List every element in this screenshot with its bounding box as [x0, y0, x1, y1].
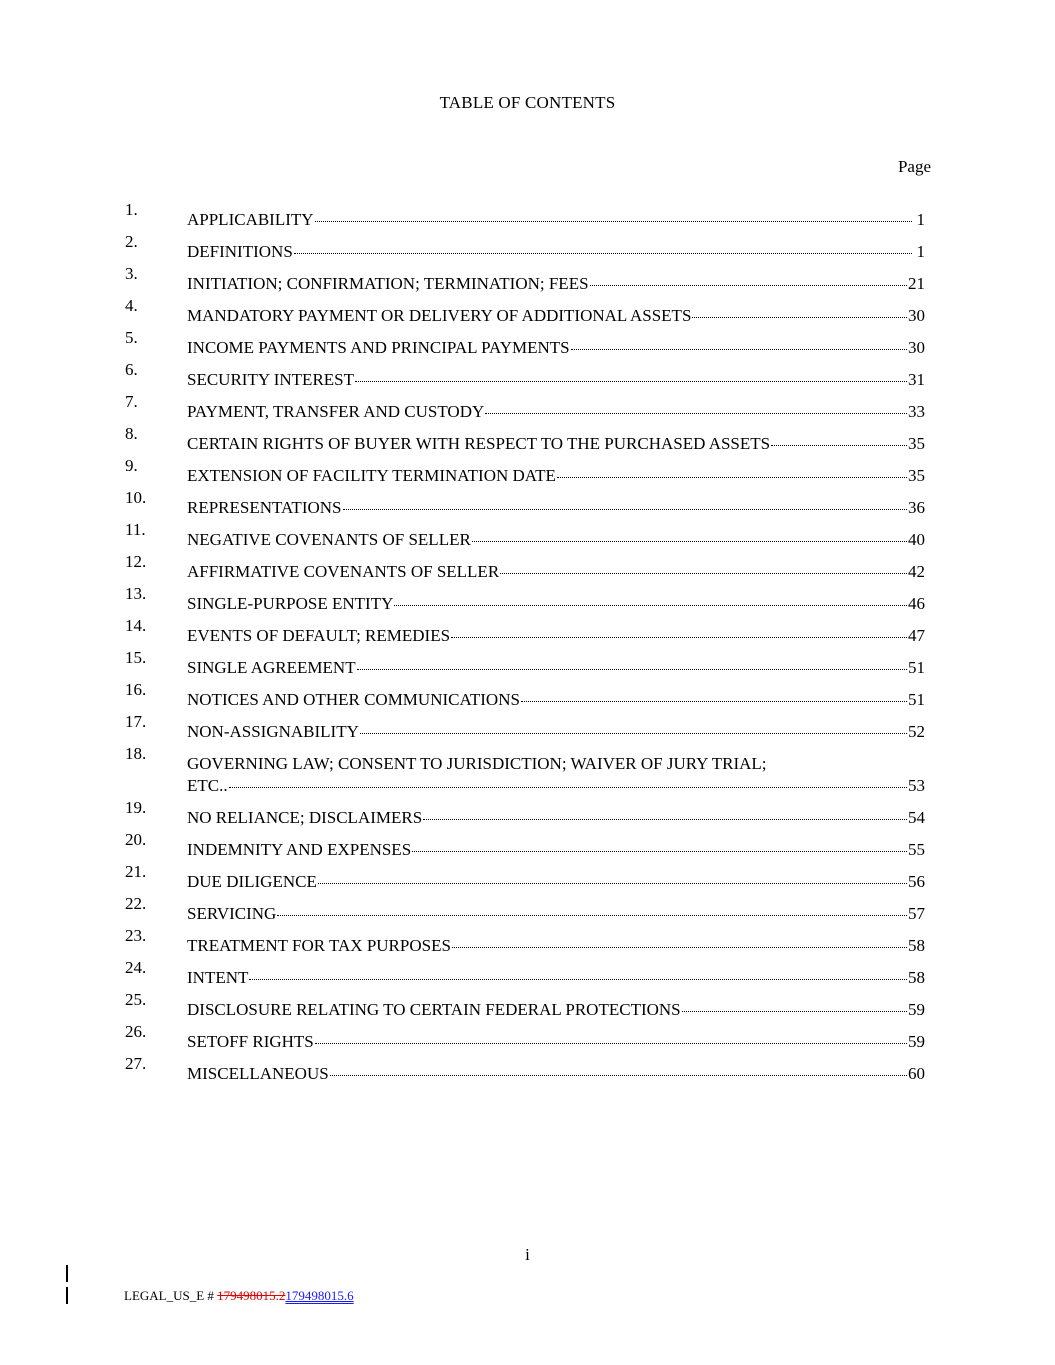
toc-entry-title: EXTENSION OF FACILITY TERMINATION DATE — [187, 466, 556, 485]
dot-leader — [277, 915, 907, 916]
change-bar — [66, 1287, 68, 1304]
toc-entry-title: INDEMNITY AND EXPENSES — [187, 840, 412, 859]
change-bar — [66, 1265, 68, 1282]
doc-id-inserted: 179498015.6 — [285, 1288, 354, 1303]
toc-entry[interactable] — [125, 231, 925, 263]
document-id — [124, 1288, 354, 1304]
dot-leader — [692, 317, 907, 318]
dot-leader — [357, 669, 907, 670]
toc-entry-page: 58 — [908, 936, 925, 955]
toc-entry[interactable] — [125, 797, 925, 829]
toc-entry-title: APPLICABILITY — [187, 210, 314, 229]
page-column-header: Page — [897, 157, 931, 176]
toc-entry[interactable] — [125, 583, 925, 615]
toc-entry-number: 7. — [125, 392, 138, 411]
toc-entry-number: 27. — [125, 1054, 147, 1073]
dot-leader — [423, 819, 907, 820]
dot-leader — [294, 253, 912, 254]
toc-entry[interactable] — [125, 391, 925, 423]
toc-entry-number: 15. — [125, 648, 147, 667]
toc-entry-number: 14. — [125, 616, 147, 635]
toc-entry-title: DUE DILIGENCE — [187, 872, 317, 891]
dot-leader — [590, 285, 907, 286]
toc-entry-number: 25. — [125, 990, 147, 1009]
dot-leader — [229, 787, 907, 788]
toc-entry-number: 26. — [125, 1022, 147, 1041]
toc-entry-page: 52 — [908, 722, 925, 741]
toc-entry[interactable] — [125, 615, 925, 647]
toc-entry[interactable] — [125, 519, 925, 551]
toc-entry[interactable] — [125, 647, 925, 679]
toc-entry-title: SINGLE-PURPOSE ENTITY — [187, 594, 394, 613]
toc-entry-number: 2. — [125, 232, 138, 251]
dot-leader — [571, 349, 907, 350]
toc-entry-number: 13. — [125, 584, 147, 603]
dot-leader — [452, 947, 907, 948]
toc-entry-title: SERVICING — [187, 904, 277, 923]
toc-entry-page: 54 — [908, 808, 925, 827]
toc-entry[interactable] — [125, 1053, 925, 1085]
toc-entry-number: 17. — [125, 712, 147, 731]
dot-leader — [315, 1043, 907, 1044]
toc-entry-number: 8. — [125, 424, 138, 443]
toc-entry[interactable] — [125, 711, 925, 743]
toc-entry[interactable] — [125, 327, 925, 359]
toc-entry-page: 31 — [908, 370, 925, 389]
toc-entry-title: EVENTS OF DEFAULT; REMEDIES — [187, 626, 451, 645]
toc-entry-page: 33 — [908, 402, 925, 421]
dot-leader — [557, 477, 907, 478]
dot-leader — [682, 1011, 907, 1012]
doc-id-deleted: 179498015.2 — [217, 1288, 286, 1303]
toc-entry-number: 3. — [125, 264, 138, 283]
toc-entry-page: 57 — [908, 904, 925, 923]
toc-entry-number: 4. — [125, 296, 138, 315]
toc-entry-number: 16. — [125, 680, 147, 699]
dot-leader — [360, 733, 907, 734]
toc-entry[interactable] — [125, 455, 925, 487]
toc-entry-title: TREATMENT FOR TAX PURPOSES — [187, 936, 451, 955]
toc-entry-page: 51 — [908, 690, 925, 709]
toc-list — [125, 199, 925, 1085]
toc-entry[interactable] — [125, 861, 925, 893]
toc-entry-number: 5. — [125, 328, 138, 347]
toc-entry-page: 21 — [908, 274, 925, 293]
toc-entry-title: SINGLE AGREEMENT — [187, 658, 356, 677]
toc-entry-page: 36 — [908, 498, 925, 517]
dot-leader — [249, 979, 907, 980]
toc-entry-page: 35 — [908, 466, 925, 485]
toc-entry-title: INCOME PAYMENTS AND PRINCIPAL PAYMENTS — [187, 338, 570, 357]
toc-entry-page: 55 — [908, 840, 925, 859]
toc-entry-title: DEFINITIONS — [187, 242, 293, 261]
toc-entry-page: 1 — [916, 242, 925, 261]
toc-entry-title: NOTICES AND OTHER COMMUNICATIONS — [187, 690, 520, 709]
toc-entry-title: DISCLOSURE RELATING TO CERTAIN FEDERAL PROTECTIONS — [187, 1000, 681, 1019]
toc-entry-title: INTENT — [187, 968, 249, 987]
toc-entry-number: 18. — [125, 744, 147, 763]
toc-entry-title: SETOFF RIGHTS — [187, 1032, 314, 1051]
toc-entry-title: ETC.. — [187, 776, 228, 795]
toc-entry-title: PAYMENT, TRANSFER AND CUSTODY — [187, 402, 485, 421]
toc-entry-page: 40 — [908, 530, 925, 549]
toc-entry-title: MANDATORY PAYMENT OR DELIVERY OF ADDITIONAL ASSETS — [187, 306, 692, 325]
toc-entry-number: 6. — [125, 360, 138, 379]
dot-leader — [485, 413, 907, 414]
toc-entry-title: SECURITY INTEREST — [187, 370, 355, 389]
dot-leader — [343, 509, 908, 510]
toc-entry[interactable] — [125, 957, 925, 989]
toc-entry-title-line1: GOVERNING LAW; CONSENT TO JURISDICTION; WAIVER OF JURY TRIAL; — [187, 754, 767, 773]
dot-leader — [394, 605, 907, 606]
toc-entry-number: 21. — [125, 862, 147, 881]
toc-entry-number: 20. — [125, 830, 147, 849]
toc-entry[interactable] — [125, 487, 925, 519]
toc-entry[interactable] — [125, 1021, 925, 1053]
toc-entry-page: 30 — [908, 338, 925, 357]
dot-leader — [412, 851, 907, 852]
dot-leader — [315, 221, 912, 222]
toc-entry-page: 58 — [908, 968, 925, 987]
toc-entry-number: 10. — [125, 488, 147, 507]
toc-entry-page: 42 — [908, 562, 925, 581]
toc-entry-title: MISCELLANEOUS — [187, 1064, 329, 1083]
dot-leader — [771, 445, 907, 446]
toc-entry[interactable] — [125, 199, 925, 231]
dot-leader — [330, 1075, 907, 1076]
dot-leader — [472, 541, 907, 542]
toc-entry-page: 1 — [916, 210, 925, 229]
toc-entry[interactable] — [125, 295, 925, 327]
dot-leader — [318, 883, 907, 884]
toc-entry-page: 59 — [908, 1000, 925, 1019]
toc-entry[interactable] — [125, 263, 925, 295]
toc-entry-number: 1. — [125, 200, 138, 219]
toc-entry-page: 46 — [908, 594, 925, 613]
toc-entry-number: 19. — [125, 798, 147, 817]
toc-entry-title: NON-ASSIGNABILITY — [187, 722, 359, 741]
dot-leader — [521, 701, 907, 702]
toc-entry-page: 30 — [908, 306, 925, 325]
toc-entry-title: NO RELIANCE; DISCLAIMERS — [187, 808, 423, 827]
toc-entry-title: AFFIRMATIVE COVENANTS OF SELLER — [187, 562, 500, 581]
toc-entry-page: 59 — [908, 1032, 925, 1051]
toc-entry-page: 51 — [908, 658, 925, 677]
toc-entry-title: INITIATION; CONFIRMATION; TERMINATION; FEES — [187, 274, 589, 293]
toc-entry-page: 60 — [908, 1064, 925, 1083]
toc-entry[interactable] — [125, 743, 925, 797]
toc-entry-page: 47 — [908, 626, 925, 645]
toc-entry-page: 53 — [908, 776, 925, 795]
dot-leader — [355, 381, 907, 382]
toc-entry-title: CERTAIN RIGHTS OF BUYER WITH RESPECT TO THE PURCHASED ASSETS — [187, 434, 771, 453]
toc-entry-page: 35 — [908, 434, 925, 453]
toc-entry[interactable] — [125, 893, 925, 925]
toc-entry[interactable] — [125, 679, 925, 711]
toc-entry-number: 23. — [125, 926, 147, 945]
toc-entry-number: 24. — [125, 958, 147, 977]
toc-entry-title: NEGATIVE COVENANTS OF SELLER — [187, 530, 471, 549]
toc-entry[interactable] — [125, 551, 925, 583]
dot-leader — [451, 637, 907, 638]
dot-leader — [500, 573, 907, 574]
toc-entry[interactable] — [125, 359, 925, 391]
toc-entry-title: REPRESENTATIONS — [187, 498, 342, 517]
footer-page-number: i — [525, 1245, 530, 1264]
toc-entry[interactable] — [125, 829, 925, 861]
toc-title: TABLE OF CONTENTS — [439, 93, 616, 112]
toc-entry-number: 22. — [125, 894, 147, 913]
toc-entry[interactable] — [125, 989, 925, 1021]
toc-entry-number: 11. — [125, 520, 146, 539]
toc-entry-number: 9. — [125, 456, 138, 475]
doc-id-prefix: LEGAL_US_E # — [124, 1288, 218, 1303]
toc-entry-page: 56 — [908, 872, 925, 891]
toc-entry[interactable] — [125, 925, 925, 957]
toc-entry[interactable] — [125, 423, 925, 455]
toc-entry-number: 12. — [125, 552, 147, 571]
